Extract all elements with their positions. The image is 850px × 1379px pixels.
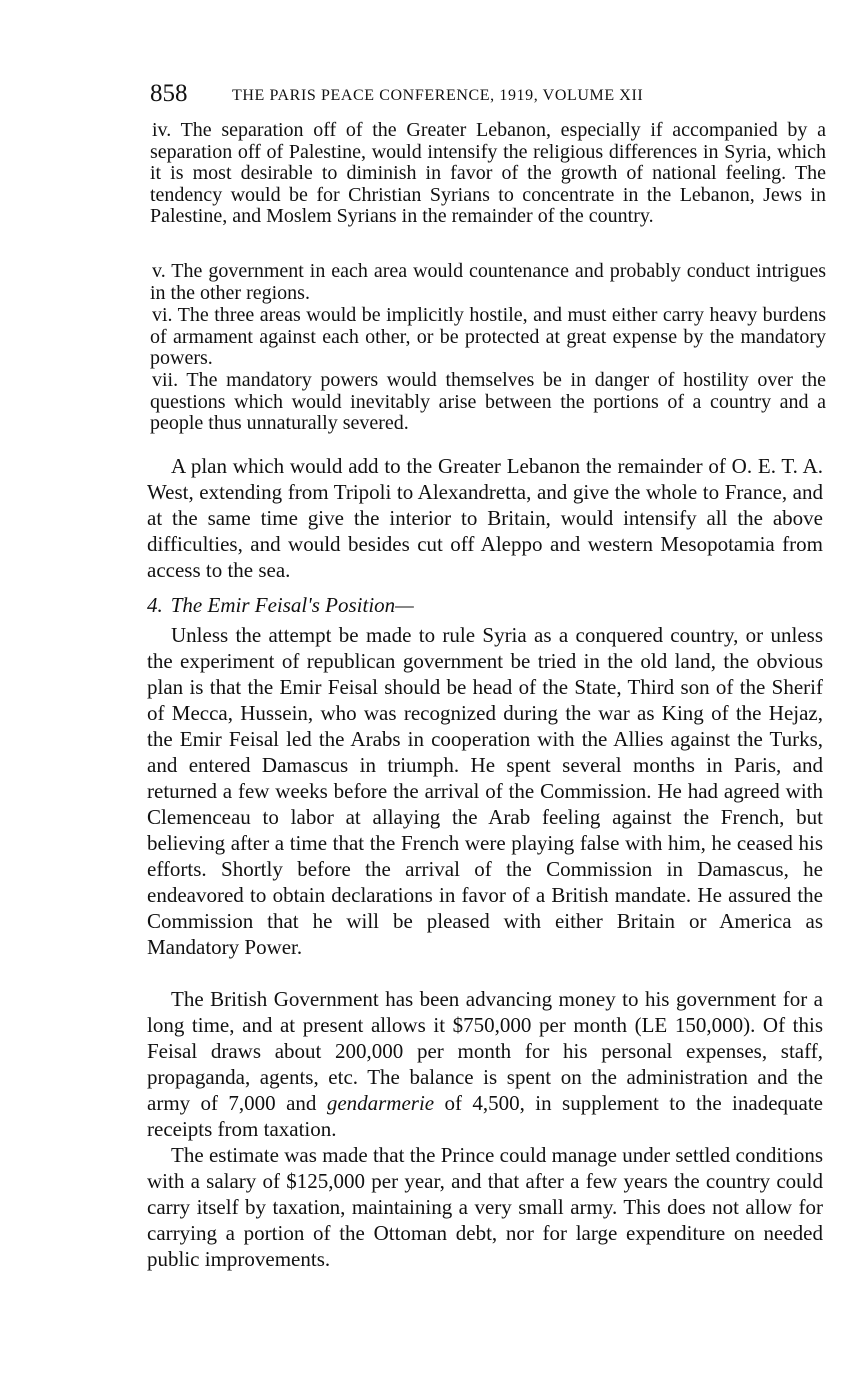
list-item-iv: iv. The separation off of the Greater Lebanon, especially if accompanied by a separation off of Palestine, would intensify the religious differences in Syria, which it is most desirable to diminish in favor of the growth of national feeling. The tendency would be for Christian Syrians to concentrate in the Lebanon, Jews in Palestine, and Moslem Syrians in the remainder of the country. xyxy=(150,119,826,227)
page-header xyxy=(150,80,830,112)
page-number: 858 xyxy=(150,80,188,107)
section-heading xyxy=(147,592,823,618)
british-text-before: The British Government has been advancing money to his government for a long time, and at present allows it $750,000 per month (LE 150,000). Of this Feisal draws about 200,000 per month for his personal expenses, staff, propaganda, agents, etc. The balance is spent on the administration and the army of 7,000 and xyxy=(147,987,823,1115)
running-title: THE PARIS PEACE CONFERENCE, 1919, VOLUME XII xyxy=(232,87,644,104)
section-number: 4. xyxy=(147,593,163,617)
estimate-paragraph: The estimate was made that the Prince could manage under settled conditions with a salary of $125,000 per year, and that after a few years the country could carry itself by taxation, maintaining a very small army. This does not allow for carrying a portion of the Ottoman debt, nor for large expenditure on needed public improvements. xyxy=(147,1143,823,1271)
plan-paragraph: A plan which would add to the Greater Lebanon the remainder of O. E. T. A. West, extending from Tripoli to Alexandretta, and give the whole to France, and at the same time give the interior to Britain, would intensify all the above difficulties, and would besides cut off Aleppo and western Mesopotamia from access to the sea. xyxy=(147,454,823,582)
section-title: The Emir Feisal's Position— xyxy=(170,593,414,617)
british-paragraph xyxy=(147,986,823,1142)
list-item-v: v. The government in each area would countenance and probably conduct intrigues in the other regions. xyxy=(150,260,826,304)
list-item-vi: vi. The three areas would be implicitly hostile, and must either carry heavy burdens of armament against each other, or be protected at great expense by the mandatory powers. xyxy=(150,304,826,369)
gendarmerie-term: gendarmerie xyxy=(326,1091,435,1115)
feisal-paragraph: Unless the attempt be made to rule Syria as a conquered country, or unless the experiment of republican government be tried in the old land, the obvious plan is that the Emir Feisal should be head of the State, Third son of the Sherif of Mecca, Hussein, who was recognized during the war as King of the Hejaz, the Emir Feisal led the Arabs in cooperation with the Allies against the Turks, and entered Damascus in triumph. He spent several months in Paris, and returned a few weeks before the arrival of the Commission. He had agreed with Clemenceau to labor at allaying the Arab feeling against the French, but believing after a time that the French were playing false with him, he ceased his efforts. Shortly before the arrival of the Commission in Damascus, he endeavored to obtain declarations in favor of a British mandate. He assured the Commission that he will be pleased with either Britain or America as Mandatory Power. xyxy=(147,623,823,959)
list-item-vii: vii. The mandatory powers would themselves be in danger of hostility over the questions which would inevitably arise between the portions of a country and a people thus unnaturally severed. xyxy=(150,369,826,434)
british-text-after: of 4,500, in supplement to the inadequate receipts from taxation. xyxy=(147,1091,823,1141)
